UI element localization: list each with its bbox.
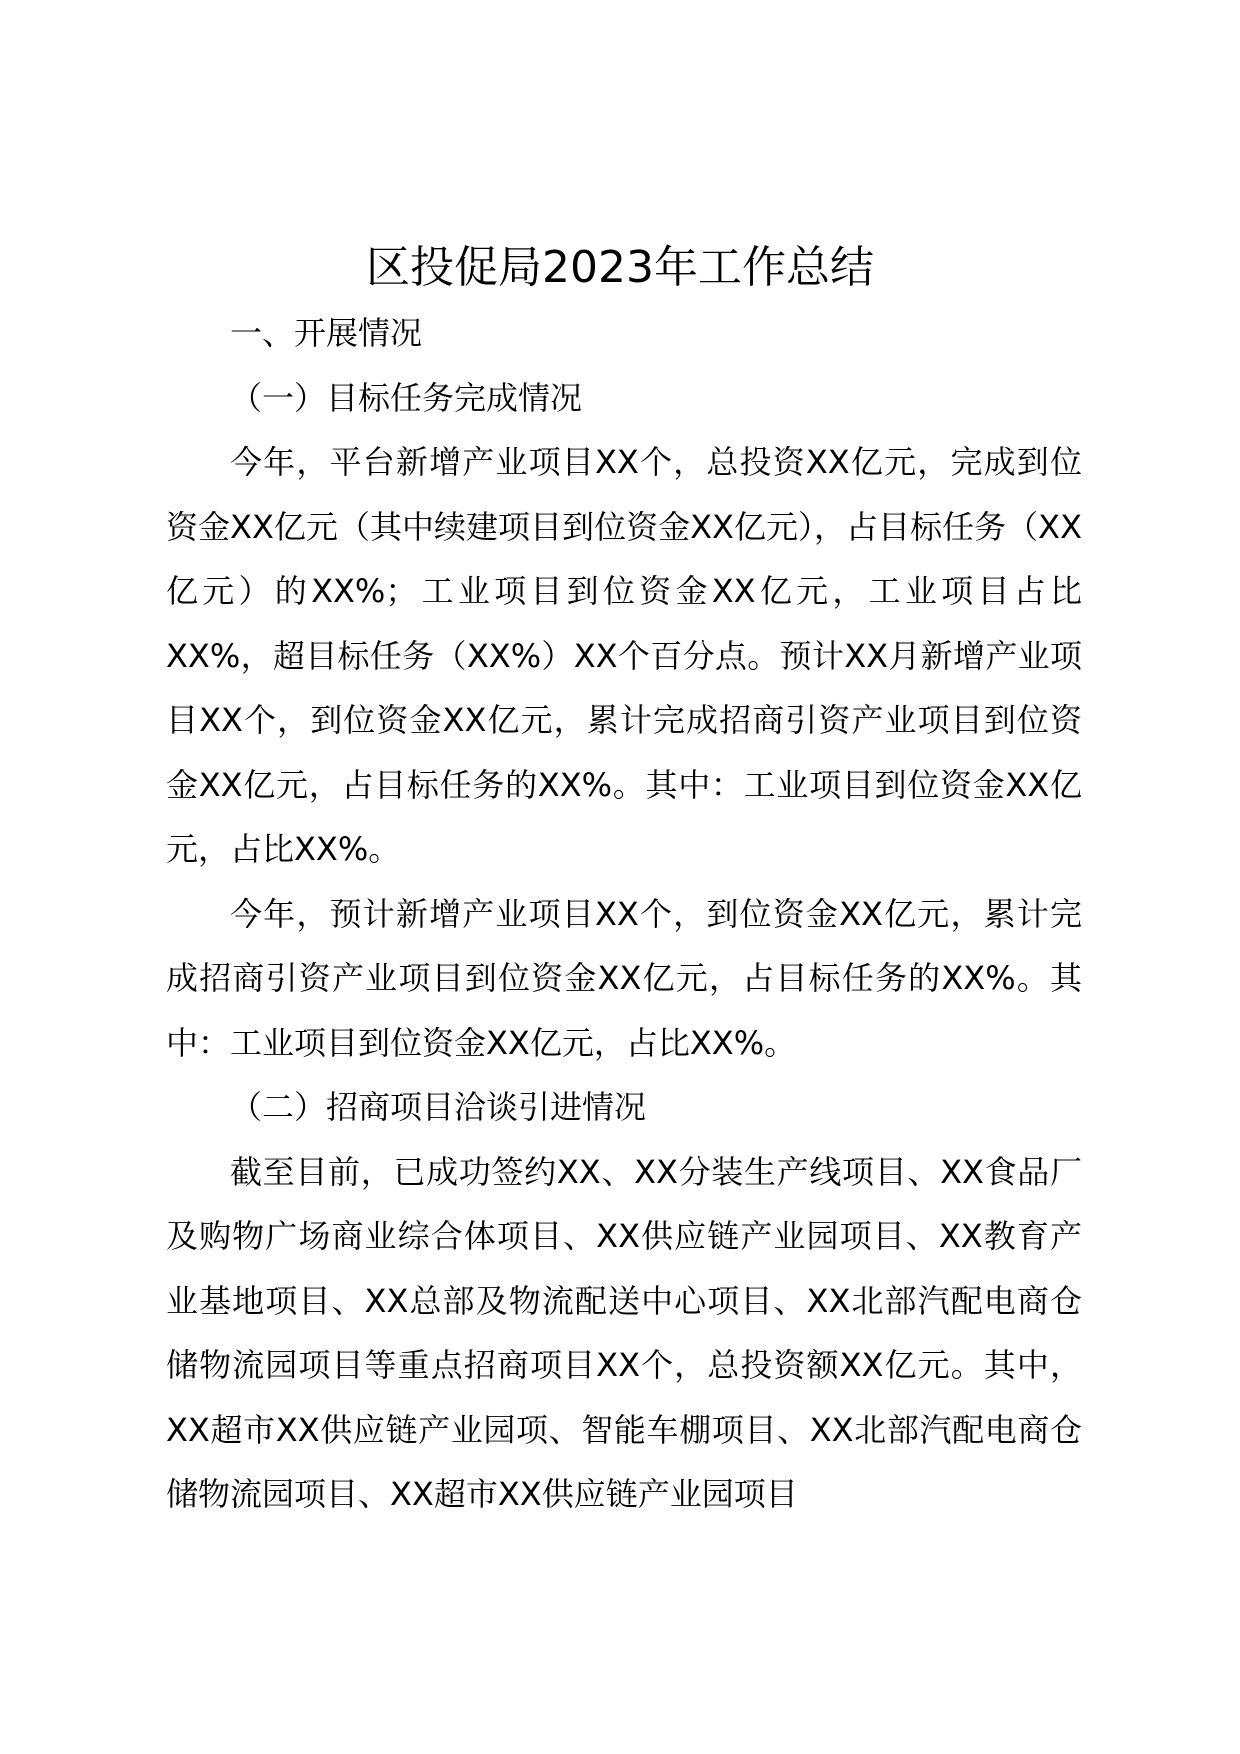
section-heading-1: 一、开展情况 [230,314,423,352]
paragraph-3: 截至目前，已成功签约XX、XX分装生产线项目、XX食品厂及购物广场商业综合体项目、XX供应链产业园项目、XX教育产业基地项目、XX总部及物流配送中心项目、XX北部汽配电商仓储物流园项目等重点招商项目XX个，总投资额XX亿元。其中，XX超市XX供应链产业园项、智能车棚项目、XX北部汽配电商仓储物流园项目、XX超市XX供应链产业园项目 [166,1152,1082,1513]
paragraph-1: 今年，平台新增产业项目XX个，总投资XX亿元，完成到位资金XX亿元（其中续建项目到位资金XX亿元），占目标任务（XX亿元）的XX%；工业项目到位资金XX亿元，工业项目占比XX%，超目标任务（XX%）XX个百分点。预计XX月新增产业项目XX个，到位资金XX亿元，累计完成招商引资产业项目到位资金XX亿元，占目标任务的XX%。其中：工业项目到位资金XX亿元，占比XX%。 [166,443,1082,868]
document-title: 区投促局2023年工作总结 [366,242,874,293]
subsection-heading-2: （二）招商项目洽谈引进情况 [230,1088,647,1126]
subsection-heading-1: （一）目标任务完成情况 [230,378,583,417]
document-body [166,301,1082,1527]
paragraph-2: 今年，预计新增产业项目XX个，到位资金XX亿元，累计完成招商引资产业项目到位资金XX亿元，占目标任务的XX%。其中：工业项目到位资金XX亿元，占比XX%。 [166,894,1082,1062]
